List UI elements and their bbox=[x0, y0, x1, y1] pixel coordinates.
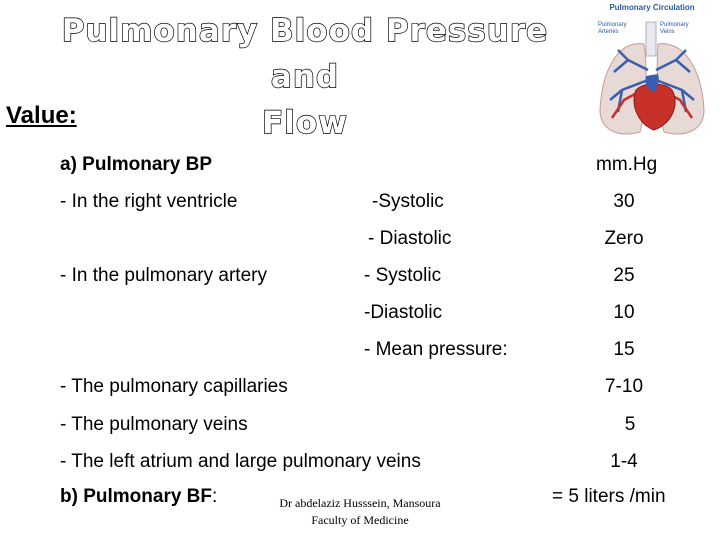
figure-label-veins-line2: Veins bbox=[660, 29, 675, 35]
row-site: - In the right ventricle bbox=[60, 191, 238, 212]
pressure-row bbox=[0, 297, 720, 329]
row-site: - The pulmonary veins bbox=[60, 414, 248, 435]
figure-title: Pulmonary Circulation bbox=[609, 3, 695, 12]
pressure-row bbox=[0, 409, 720, 441]
slide-title-line1: Pulmonary Blood Pressure and bbox=[61, 13, 549, 95]
row-site: - The left atrium and large pulmonary veins bbox=[60, 451, 421, 472]
footer-line2: Faculty of Medicine bbox=[311, 513, 409, 527]
row-value: 1-4 bbox=[610, 451, 638, 472]
row-value: 5 bbox=[624, 414, 636, 435]
flow-heading bbox=[60, 486, 217, 508]
row-value: Zero bbox=[604, 228, 644, 249]
flow-heading-text: b) Pulmonary BF bbox=[60, 486, 213, 507]
figure-label-arteries-line1: Pulmonary bbox=[598, 22, 627, 28]
pressure-unit: mm.Hg bbox=[596, 154, 658, 175]
pressure-row bbox=[0, 371, 720, 403]
pulmonary-circulation-figure bbox=[588, 0, 716, 142]
row-site: - The pulmonary capillaries bbox=[60, 376, 288, 397]
row-phase: - Systolic bbox=[364, 265, 442, 286]
slide-title-line2: Flow bbox=[262, 105, 348, 141]
figure-label-arteries-line2: Arteries bbox=[598, 29, 619, 35]
pressure-row bbox=[0, 446, 720, 478]
pressure-row bbox=[0, 223, 720, 255]
row-value: 7-10 bbox=[604, 376, 644, 397]
flow-heading-colon: : bbox=[212, 486, 218, 507]
figure-label-veins-line1: Pulmonary bbox=[660, 22, 689, 28]
footer-credit bbox=[248, 495, 472, 529]
pressure-heading: a) Pulmonary BP bbox=[60, 154, 213, 175]
row-site: - In the pulmonary artery bbox=[60, 265, 267, 286]
row-phase: -Systolic bbox=[372, 191, 444, 212]
row-value: 10 bbox=[613, 302, 635, 323]
pressure-row bbox=[0, 186, 720, 218]
pressure-row bbox=[0, 334, 720, 366]
row-value: 30 bbox=[613, 191, 635, 212]
section-label: Value: bbox=[6, 102, 77, 129]
row-phase: -Diastolic bbox=[364, 302, 443, 323]
slide-title bbox=[30, 8, 580, 146]
figure-label-arteries bbox=[598, 22, 627, 36]
footer-line1: Dr abdelaziz Husssein, Mansoura bbox=[279, 496, 441, 510]
figure-label-veins bbox=[660, 22, 689, 36]
pressure-row bbox=[0, 260, 720, 292]
row-phase: - Diastolic bbox=[368, 228, 452, 249]
row-phase: - Mean pressure: bbox=[364, 339, 508, 360]
row-value: 15 bbox=[613, 339, 635, 360]
flow-value: = 5 liters /min bbox=[552, 486, 666, 507]
row-value: 25 bbox=[613, 265, 635, 286]
